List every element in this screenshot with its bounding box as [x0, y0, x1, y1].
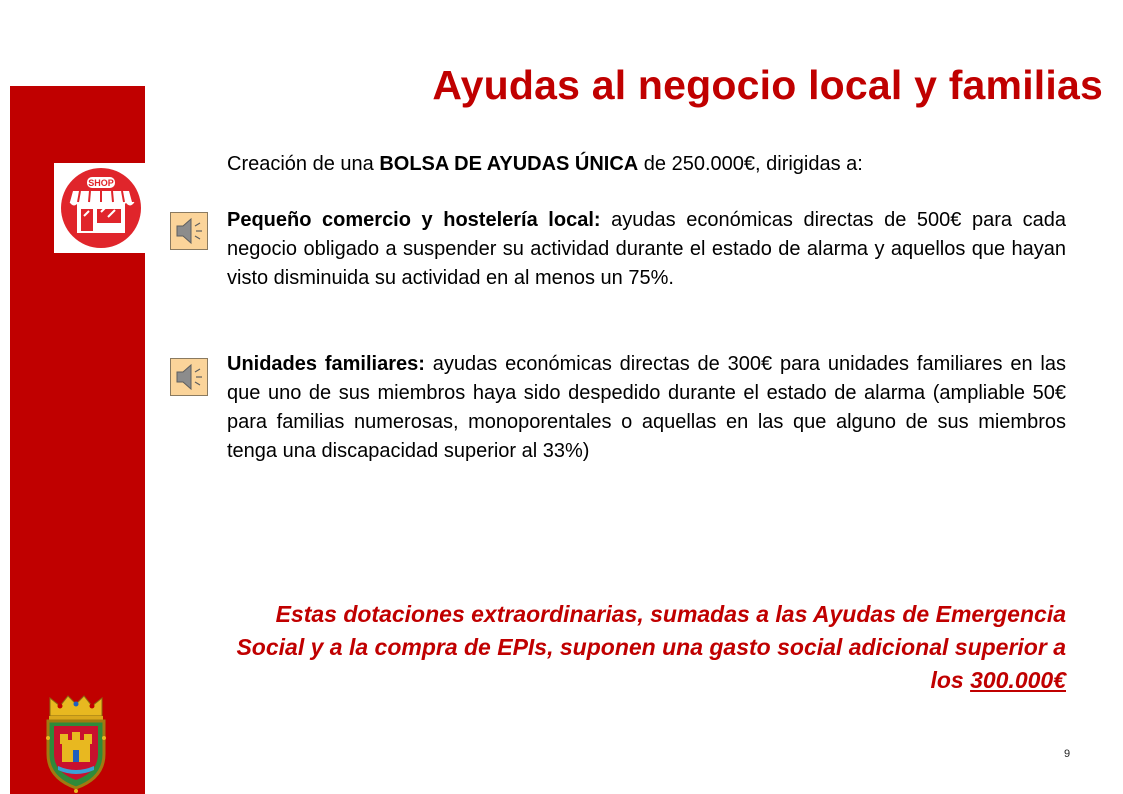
- page-number: 9: [1064, 748, 1071, 760]
- item-heading: Unidades familiares:: [227, 353, 425, 375]
- intro-suffix: de 250.000€, dirigidas a:: [638, 153, 863, 175]
- item-text: ayudas económicas directas de 300€ para unidades familiares en las que uno de sus miembros haya sido despedido durante el estado de alarma (ampliable 50€ para familias numerosas, monoporentales o aquellas en las que alguno de sus miembros tenga una discapacidad superior al 33%): [227, 353, 1066, 462]
- coat-of-arms-icon: [40, 694, 112, 794]
- shop-icon: [60, 167, 142, 249]
- speaker-icon[interactable]: [170, 212, 208, 250]
- item-small-business: [227, 206, 1066, 293]
- intro-text: [227, 150, 1067, 179]
- item-family-units: [227, 350, 1066, 466]
- item-heading: Pequeño comercio y hostelería local:: [227, 209, 601, 231]
- closing-text: Estas dotaciones extraordinarias, sumadas a las Ayudas de Emergencia Social y a la compra de EPIs, suponen una gasto social adicional superior a los: [236, 601, 1066, 693]
- shop-sign-text: SHOP: [88, 178, 114, 188]
- intro-prefix: Creación de una: [227, 153, 380, 175]
- shop-icon-box: [54, 163, 145, 253]
- speaker-icon[interactable]: [170, 358, 208, 396]
- closing-statement: [220, 598, 1066, 697]
- intro-bold: BOLSA DE AYUDAS ÚNICA: [379, 153, 639, 175]
- slide-title: Ayudas al negocio local y familias: [432, 62, 1103, 108]
- closing-amount: 300.000€: [970, 667, 1066, 693]
- item-text: ayudas económicas directas de 500€ para cada negocio obligado a suspender su actividad durante el estado de alarma y aquellos que hayan visto disminuida su actividad en al menos un 75%.: [227, 209, 1066, 289]
